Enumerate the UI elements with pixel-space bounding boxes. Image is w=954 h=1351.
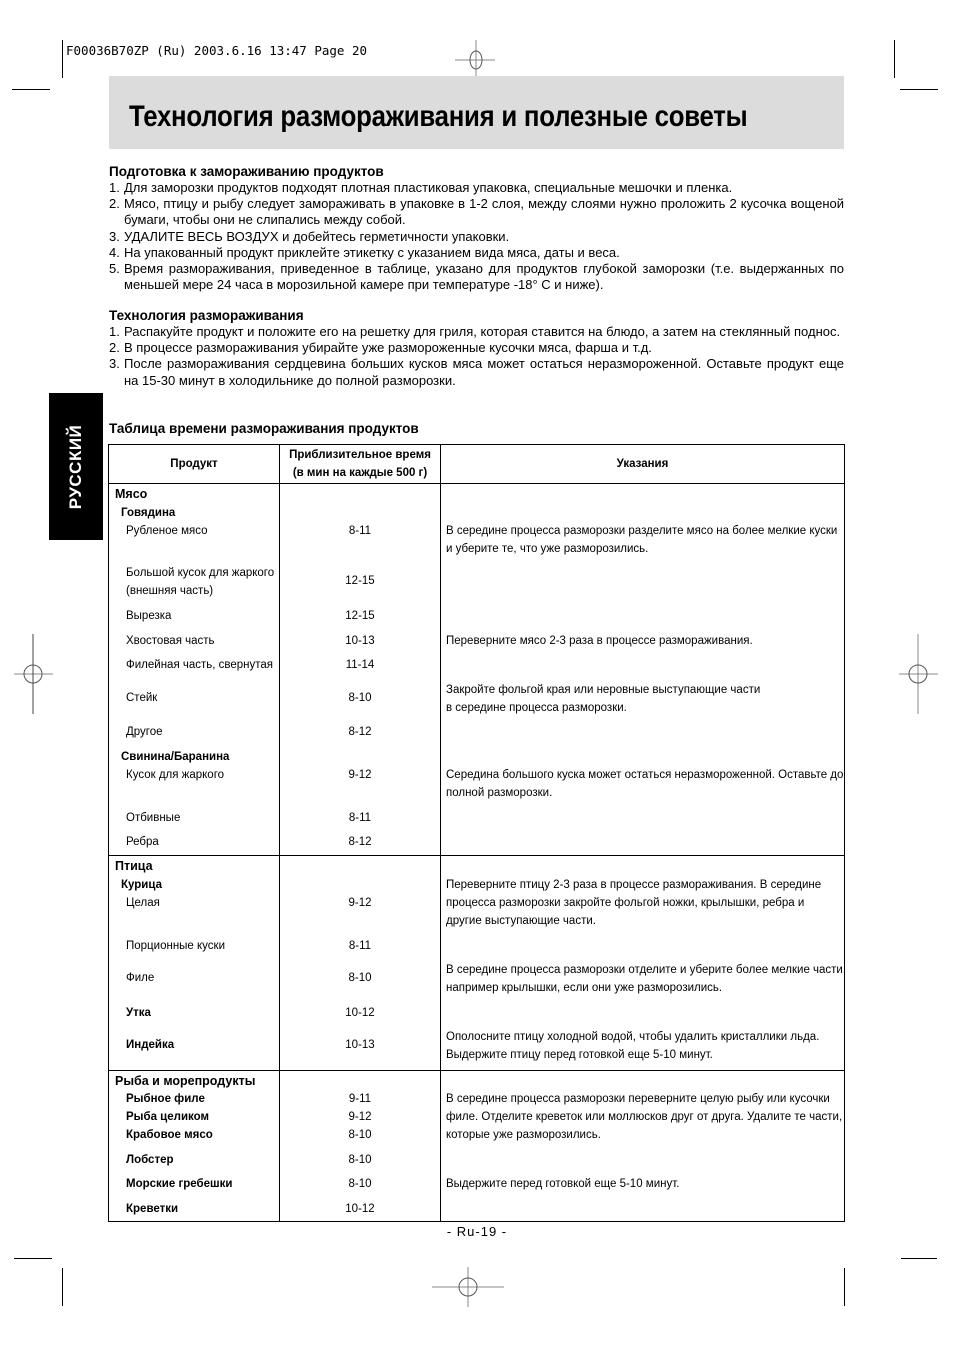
- time-cell: [280, 856, 441, 1071]
- crop-mark: [900, 89, 938, 90]
- time-value: 8-11: [348, 525, 372, 537]
- note-line: например крылышки, если они уже разморозились.: [446, 982, 723, 994]
- section-heading-defrost-technique: Технология размораживания: [109, 308, 304, 323]
- product-name: Целая: [126, 897, 160, 909]
- note-line: другие выступающие части.: [446, 915, 596, 927]
- section-heading-preparation: Подготовка к замораживанию продуктов: [109, 164, 384, 179]
- list-item: 3. УДАЛИТЕ ВЕСЬ ВОЗДУХ и добейтесь герметичности упаковки.: [109, 228, 510, 244]
- note-line: Выдержите перед готовкой еще 5-10 минут.: [446, 1178, 680, 1190]
- notes-cell: [441, 1071, 845, 1222]
- table-heading: Таблица времени размораживания продуктов: [109, 421, 419, 436]
- product-name: Другое: [126, 726, 163, 738]
- product-name: Вырезка: [126, 610, 172, 622]
- list-item: 3. После размораживания сердцевина больших кусков мяса может остаться неразмороженной. Оставьте продукт еще на 15-30 минут в холодильнике до полной разморозки.: [109, 356, 844, 388]
- column-header-notes: Указания: [441, 445, 845, 484]
- note-line: процесса разморозки закройте фольгой ножки, крылышки, ребра и: [446, 897, 805, 909]
- registration-mark-icon: [899, 634, 939, 714]
- table-section-row: [109, 1071, 845, 1222]
- product-cell: [109, 484, 280, 856]
- list-item: 5. Время размораживания, приведенное в таблице, указано для продуктов глубокой заморозки (т.е. выдержанных по меньшей мере 24 часа в морозильной камере при температуре -18° C и ниже).: [109, 261, 844, 293]
- note-line: В середине процесса разморозки отделите и уберите более мелкие части,: [446, 964, 847, 976]
- notes-cell: [441, 484, 845, 856]
- product-name: Большой кусок для жаркого: [126, 567, 275, 579]
- subcategory-label: Свинина/Баранина: [121, 751, 230, 763]
- language-tab-label: РУССКИЙ: [66, 424, 85, 509]
- product-name: Хвостовая часть: [126, 635, 215, 647]
- preparation-list: [109, 180, 844, 293]
- crop-mark: [894, 40, 895, 78]
- product-name: (внешняя часть): [126, 585, 214, 597]
- time-value: 8-11: [348, 812, 372, 824]
- note-line: Закройте фольгой края или неровные выступающие части: [446, 684, 761, 696]
- notes-cell: [441, 856, 845, 1071]
- time-value: 9-11: [348, 1093, 372, 1105]
- defrost-technique-list: [109, 324, 844, 389]
- product-name: Кусок для жаркого: [126, 769, 225, 781]
- page-number: - Ru-19 -: [446, 1224, 508, 1239]
- subcategory-label: Утка: [126, 1007, 151, 1019]
- crop-mark: [62, 1268, 63, 1306]
- time-value: 10-13: [345, 635, 375, 647]
- product-name: Ребра: [126, 836, 159, 848]
- time-value: 8-10: [348, 972, 372, 984]
- registration-mark-icon: [455, 40, 495, 80]
- time-value: 8-12: [348, 836, 372, 848]
- subcategory-label: Лобстер: [126, 1154, 174, 1166]
- note-line: которые уже разморозились.: [446, 1129, 601, 1141]
- page-title: Технология размораживания и полезные советы: [129, 100, 748, 133]
- subcategory-label: Индейка: [126, 1039, 175, 1051]
- column-header-product: Продукт: [109, 445, 280, 484]
- time-value: 9-12: [348, 769, 372, 781]
- time-value: 8-10: [348, 1178, 372, 1190]
- subcategory-label: Рыба целиком: [126, 1111, 210, 1123]
- crop-mark: [62, 40, 63, 78]
- product-name: Рубленое мясо: [126, 525, 208, 537]
- time-value: 10-13: [345, 1039, 375, 1051]
- note-line: филе. Отделите креветок или моллюсков друг от друга. Удалите те части,: [446, 1111, 843, 1123]
- table-section-row: [109, 484, 845, 856]
- product-cell: [109, 856, 280, 1071]
- list-item: 1. Для заморозки продуктов подходят плотная пластиковая упаковка, специальные мешочки и пленка.: [109, 180, 733, 195]
- crop-mark: [901, 1258, 937, 1259]
- note-line: Переверните птицу 2-3 раза в процессе размораживания. В середине: [446, 879, 822, 891]
- time-value: 9-12: [348, 1111, 372, 1123]
- list-item: 4. На упакованный продукт приклейте этикетку с указанием вида мяса, даты и веса.: [109, 244, 620, 260]
- product-name: Филе: [126, 972, 155, 984]
- subcategory-label: Крабовое мясо: [126, 1129, 213, 1141]
- product-name: Отбивные: [126, 812, 181, 824]
- table-header-row: [109, 445, 845, 484]
- list-item: 2. В процессе размораживания убирайте уже размороженные кусочки мяса, фарша и т.д.: [109, 340, 652, 356]
- registration-mark-icon: [13, 634, 53, 714]
- time-value: 9-12: [348, 897, 372, 909]
- time-value: 8-10: [348, 1154, 372, 1166]
- product-cell: [109, 1071, 280, 1222]
- time-value: 8-10: [348, 692, 372, 704]
- time-value: 8-12: [348, 726, 372, 738]
- time-value: 8-10: [348, 1129, 372, 1141]
- time-value: 10-12: [345, 1203, 375, 1215]
- note-line: Ополосните птицу холодной водой, чтобы удалить кристаллики льда.: [446, 1031, 820, 1043]
- page-title-banner: [109, 76, 844, 149]
- crop-mark: [12, 89, 50, 90]
- note-line: в середине процесса разморозки.: [446, 702, 627, 714]
- time-value: 8-11: [348, 940, 372, 952]
- product-name: Порционные куски: [126, 940, 226, 952]
- list-item: 1. Распакуйте продукт и положите его на решетку для гриля, которая ставится на блюдо, а затем на стеклянный поднос.: [109, 324, 841, 339]
- crop-mark: [14, 1258, 52, 1259]
- print-slug: F00036B70ZP (Ru) 2003.6.16 13:47 Page 20: [66, 43, 368, 58]
- subcategory-label: Рыбное филе: [126, 1093, 205, 1105]
- column-header-time: Приблизительное время (в мин на каждые 500 г): [280, 445, 441, 484]
- subcategory-label: Креветки: [126, 1203, 179, 1215]
- category-label: Мясо: [115, 487, 148, 501]
- time-value: 10-12: [345, 1007, 375, 1019]
- note-line: полной разморозки.: [446, 787, 553, 799]
- time-value: 11-14: [345, 659, 375, 671]
- subcategory-label: Говядина: [121, 507, 176, 519]
- subcategory-label: Морские гребешки: [126, 1178, 233, 1190]
- time-value: 12-15: [345, 575, 375, 587]
- product-name: Стейк: [126, 692, 158, 704]
- crop-mark: [844, 1268, 845, 1306]
- note-line: Выдержите птицу перед готовкой еще 5-10 минут.: [446, 1049, 713, 1061]
- language-tab: [49, 393, 103, 540]
- note-line: и уберите те, что уже разморозились.: [446, 543, 649, 555]
- category-label: Птица: [115, 859, 153, 873]
- time-cell: [280, 1071, 441, 1222]
- category-label: Рыба и морепродукты: [115, 1074, 256, 1088]
- table-section-row: [109, 856, 845, 1071]
- time-cell: [280, 484, 441, 856]
- subcategory-label: Курица: [121, 879, 162, 891]
- registration-mark-icon: [432, 1267, 504, 1307]
- defrost-time-table: [108, 444, 845, 1222]
- note-line: В середине процесса разморозки переверните целую рыбу или кусочки: [446, 1093, 830, 1105]
- product-name: Филейная часть, свернутая: [126, 659, 274, 671]
- time-value: 12-15: [345, 610, 375, 622]
- note-line: Середина большого куска может остаться неразмороженной. Оставьте до: [446, 769, 844, 781]
- note-line: В середине процесса разморозки разделите мясо на более мелкие куски: [446, 525, 838, 537]
- note-line: Переверните мясо 2-3 раза в процессе размораживания.: [446, 635, 753, 647]
- list-item: 2. Мясо, птицу и рыбу следует замораживать в упаковке в 1-2 слоя, между слоями нужно проложить 2 кусочка вощеной бумаги, чтобы они не слипались между собой.: [109, 196, 844, 228]
